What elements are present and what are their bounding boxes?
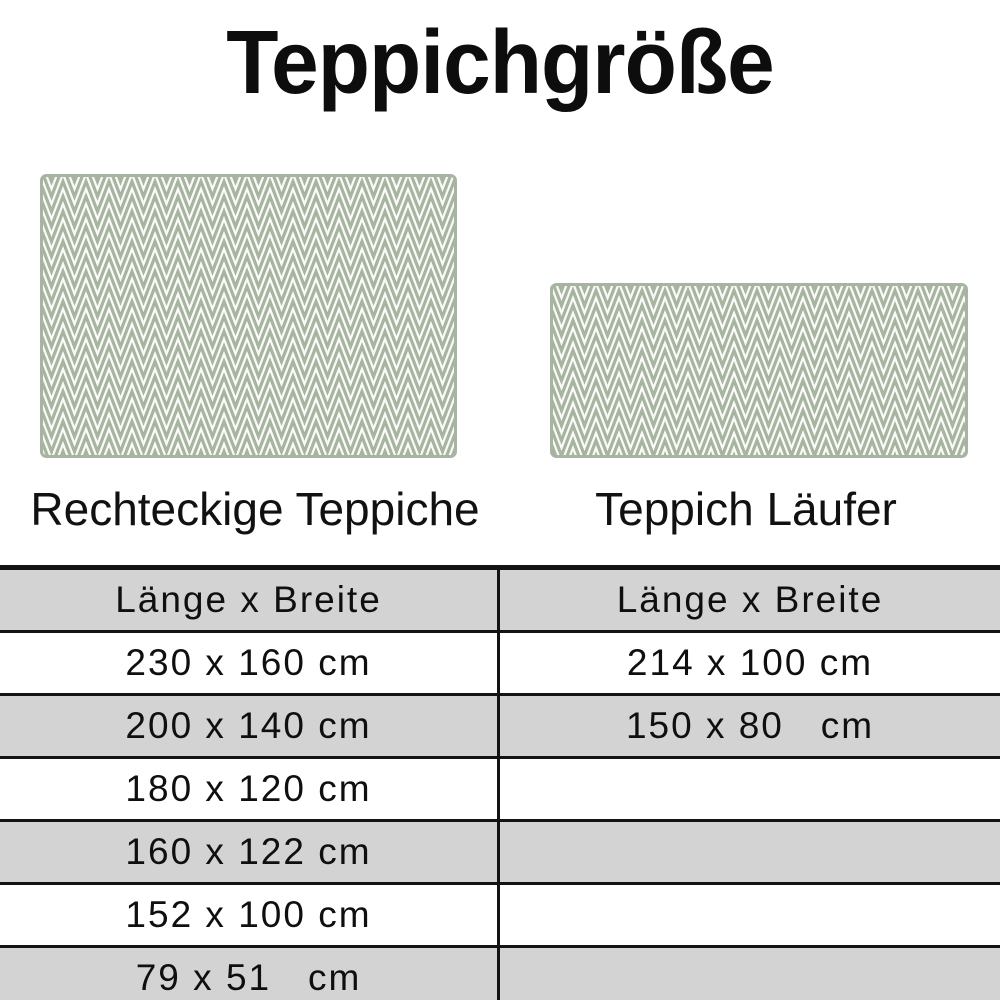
column-header-rectangular: Länge x Breite <box>0 570 500 630</box>
size-value-runner <box>500 822 1000 882</box>
size-table <box>0 565 1000 1000</box>
rectangular-rugs-label: Rechteckige Teppiche <box>30 483 480 535</box>
table-row <box>0 630 1000 693</box>
table-row <box>0 882 1000 945</box>
runner-rugs-label: Teppich Läufer <box>595 483 897 535</box>
runner-rug-image <box>550 283 968 458</box>
table-row <box>0 693 1000 756</box>
table-row <box>0 756 1000 819</box>
rectangular-rug-image <box>40 174 457 458</box>
size-value-runner <box>500 759 1000 819</box>
size-value-rectangular: 79 x 51 cm <box>0 948 500 1000</box>
size-value-runner <box>500 948 1000 1000</box>
size-value-rectangular: 160 x 122 cm <box>0 822 500 882</box>
page-title: Teppichgröße <box>226 13 774 113</box>
table-row <box>0 945 1000 1000</box>
size-value-runner <box>500 885 1000 945</box>
size-value-rectangular: 152 x 100 cm <box>0 885 500 945</box>
size-value-rectangular: 230 x 160 cm <box>0 633 500 693</box>
column-header-runner: Länge x Breite <box>616 579 884 620</box>
table-row <box>0 819 1000 882</box>
table-header-row <box>0 565 1000 630</box>
size-value-rectangular: 180 x 120 cm <box>0 759 500 819</box>
size-value-runner: 150 x 80 cm <box>625 705 875 746</box>
size-value-runner: 214 x 100 cm <box>626 642 874 683</box>
size-value-rectangular: 200 x 140 cm <box>0 696 500 756</box>
